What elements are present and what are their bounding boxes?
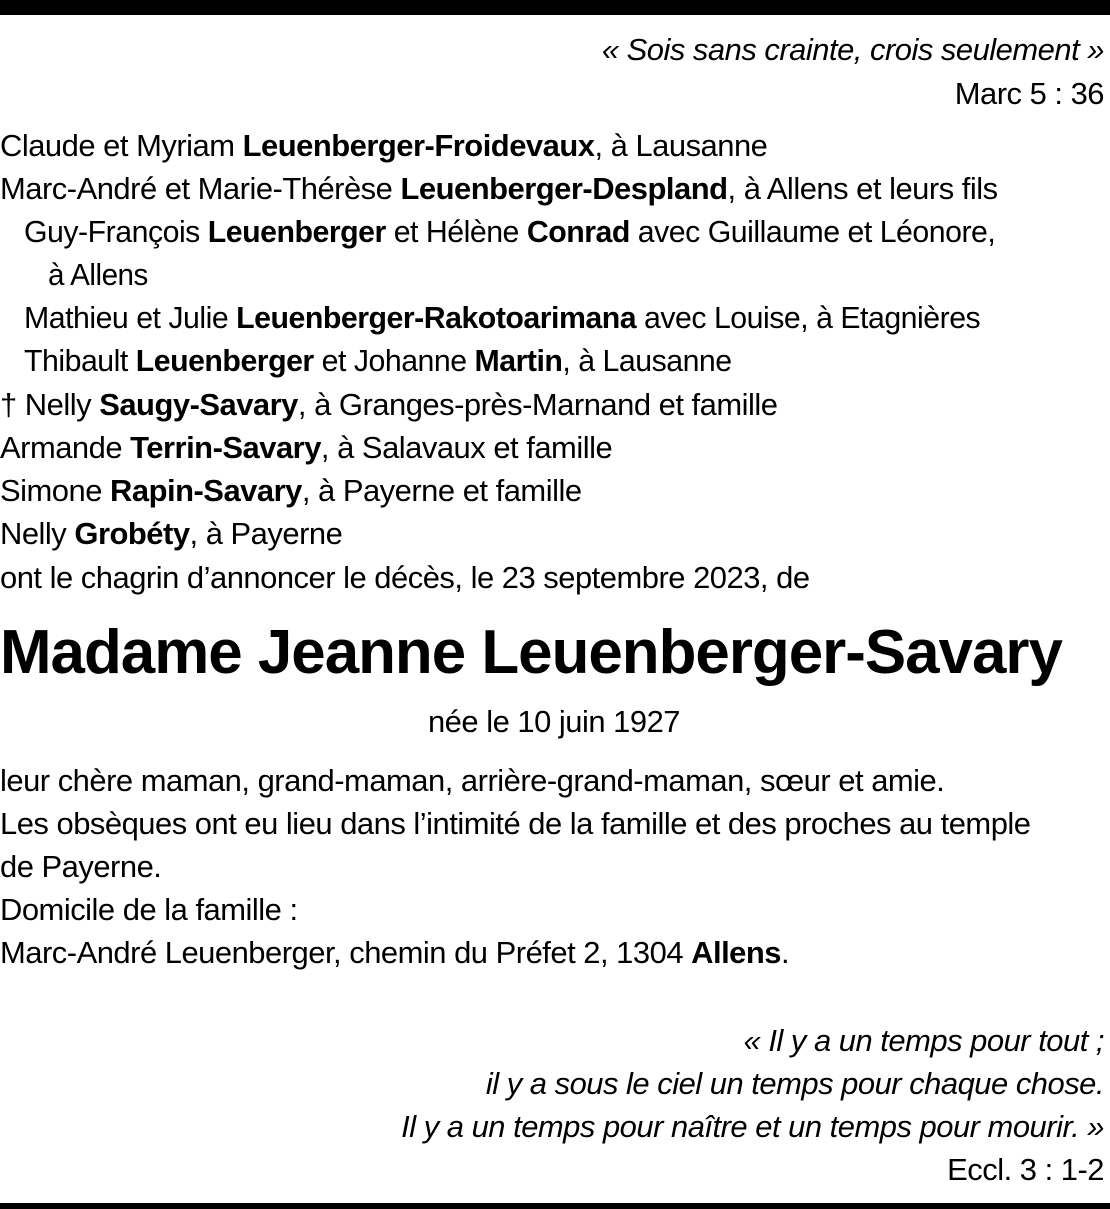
family-line: Simone Rapin-Savary, à Payerne et famille (0, 473, 582, 508)
family-line-continued: à Allens (48, 257, 148, 292)
domicile-label: Domicile de la famille : (0, 892, 298, 927)
opening-verse: « Sois sans crainte, crois seulement » (601, 32, 1105, 67)
closing-verse-reference: Eccl. 3 : 1-2 (947, 1152, 1105, 1187)
birth-date: née le 10 juin 1927 (427, 704, 681, 739)
deceased-name: Madame Jeanne Leuenberger-Savary (0, 618, 1062, 687)
top-border-rule (0, 0, 1110, 15)
closing-verse-line: Il y a un temps pour naître et un temps pour mourir. » (401, 1109, 1105, 1144)
family-line: Guy-François Leuenberger et Hélène Conrad avec Guillaume et Léonore, (24, 214, 996, 249)
family-line: Armande Terrin-Savary, à Salavaux et famille (0, 430, 613, 465)
body-line: Les obsèques ont eu lieu dans l’intimité de la famille et des proches au temple (0, 806, 1031, 841)
closing-verse-line: « Il y a un temps pour tout ; (743, 1023, 1105, 1058)
announcement-line: ont le chagrin d’annoncer le décès, le 23 septembre 2023, de (0, 560, 810, 595)
family-line: Mathieu et Julie Leuenberger-Rakotoarimana avec Louise, à Etagnières (24, 300, 981, 335)
closing-verse-line: il y a sous le ciel un temps pour chaque chose. (485, 1066, 1105, 1101)
body-line: leur chère maman, grand-maman, arrière-grand-maman, sœur et amie. (0, 763, 945, 798)
family-line: Thibault Leuenberger et Johanne Martin, à Lausanne (24, 343, 732, 378)
family-line: † Nelly Saugy-Savary, à Granges-près-Marnand et famille (0, 387, 778, 422)
bottom-border-rule (0, 1203, 1110, 1209)
domicile-address: Marc-André Leuenberger, chemin du Préfet 2, 1304 Allens. (0, 935, 790, 970)
body-line: de Payerne. (0, 849, 162, 884)
family-line: Claude et Myriam Leuenberger-Froidevaux, à Lausanne (0, 128, 768, 163)
opening-verse-reference: Marc 5 : 36 (954, 76, 1105, 111)
family-line: Marc-André et Marie-Thérèse Leuenberger-Despland, à Allens et leurs fils (0, 171, 998, 206)
family-line: Nelly Grobéty, à Payerne (0, 516, 343, 551)
